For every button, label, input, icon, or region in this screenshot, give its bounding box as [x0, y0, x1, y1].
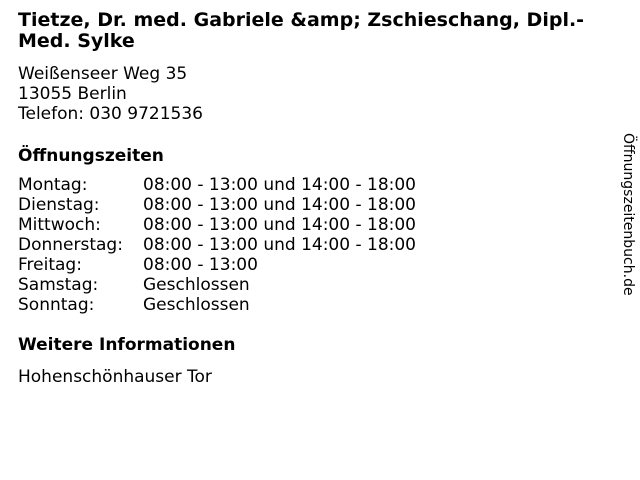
hours-row-sunday — [18, 295, 620, 315]
address-phone: Telefon: 030 9721536 — [18, 104, 203, 124]
hours-day-label: Freitag: — [18, 255, 82, 275]
hours-time-value: Geschlossen — [143, 275, 250, 295]
hours-time-value: 08:00 - 13:00 und 14:00 - 18:00 — [143, 235, 416, 255]
opening-hours-table — [18, 175, 620, 315]
more-information-heading: Weitere Informationen — [18, 335, 236, 355]
hours-day-label: Samstag: — [18, 275, 99, 295]
hours-time-value: 08:00 - 13:00 — [143, 255, 258, 275]
hours-row-thursday — [18, 235, 620, 255]
hours-row-tuesday — [18, 195, 620, 215]
hours-time-value: Geschlossen — [143, 295, 250, 315]
address-city: 13055 Berlin — [18, 84, 127, 104]
page-title: Tietze, Dr. med. Gabriele &amp; Zschieschang, Dipl.-Med. Sylke — [18, 9, 585, 52]
more-information-text: Hohenschönhauser Tor — [18, 367, 212, 387]
hours-row-monday — [18, 175, 620, 195]
address-street: Weißenseer Weg 35 — [18, 64, 188, 84]
hours-row-wednesday — [18, 215, 620, 235]
hours-day-label: Mittwoch: — [18, 215, 101, 235]
hours-time-value: 08:00 - 13:00 und 14:00 - 18:00 — [143, 215, 416, 235]
opening-hours-heading: Öffnungszeiten — [18, 146, 164, 166]
hours-time-value: 08:00 - 13:00 und 14:00 - 18:00 — [143, 175, 416, 195]
hours-day-label: Dienstag: — [18, 195, 100, 215]
hours-day-label: Donnerstag: — [18, 235, 123, 255]
hours-time-value: 08:00 - 13:00 und 14:00 - 18:00 — [143, 195, 416, 215]
site-watermark: Öffnungszeitenbuch.de — [620, 133, 636, 296]
address-block — [18, 64, 620, 124]
hours-row-saturday — [18, 275, 620, 295]
hours-row-friday — [18, 255, 620, 275]
hours-day-label: Montag: — [18, 175, 88, 195]
hours-day-label: Sonntag: — [18, 295, 95, 315]
